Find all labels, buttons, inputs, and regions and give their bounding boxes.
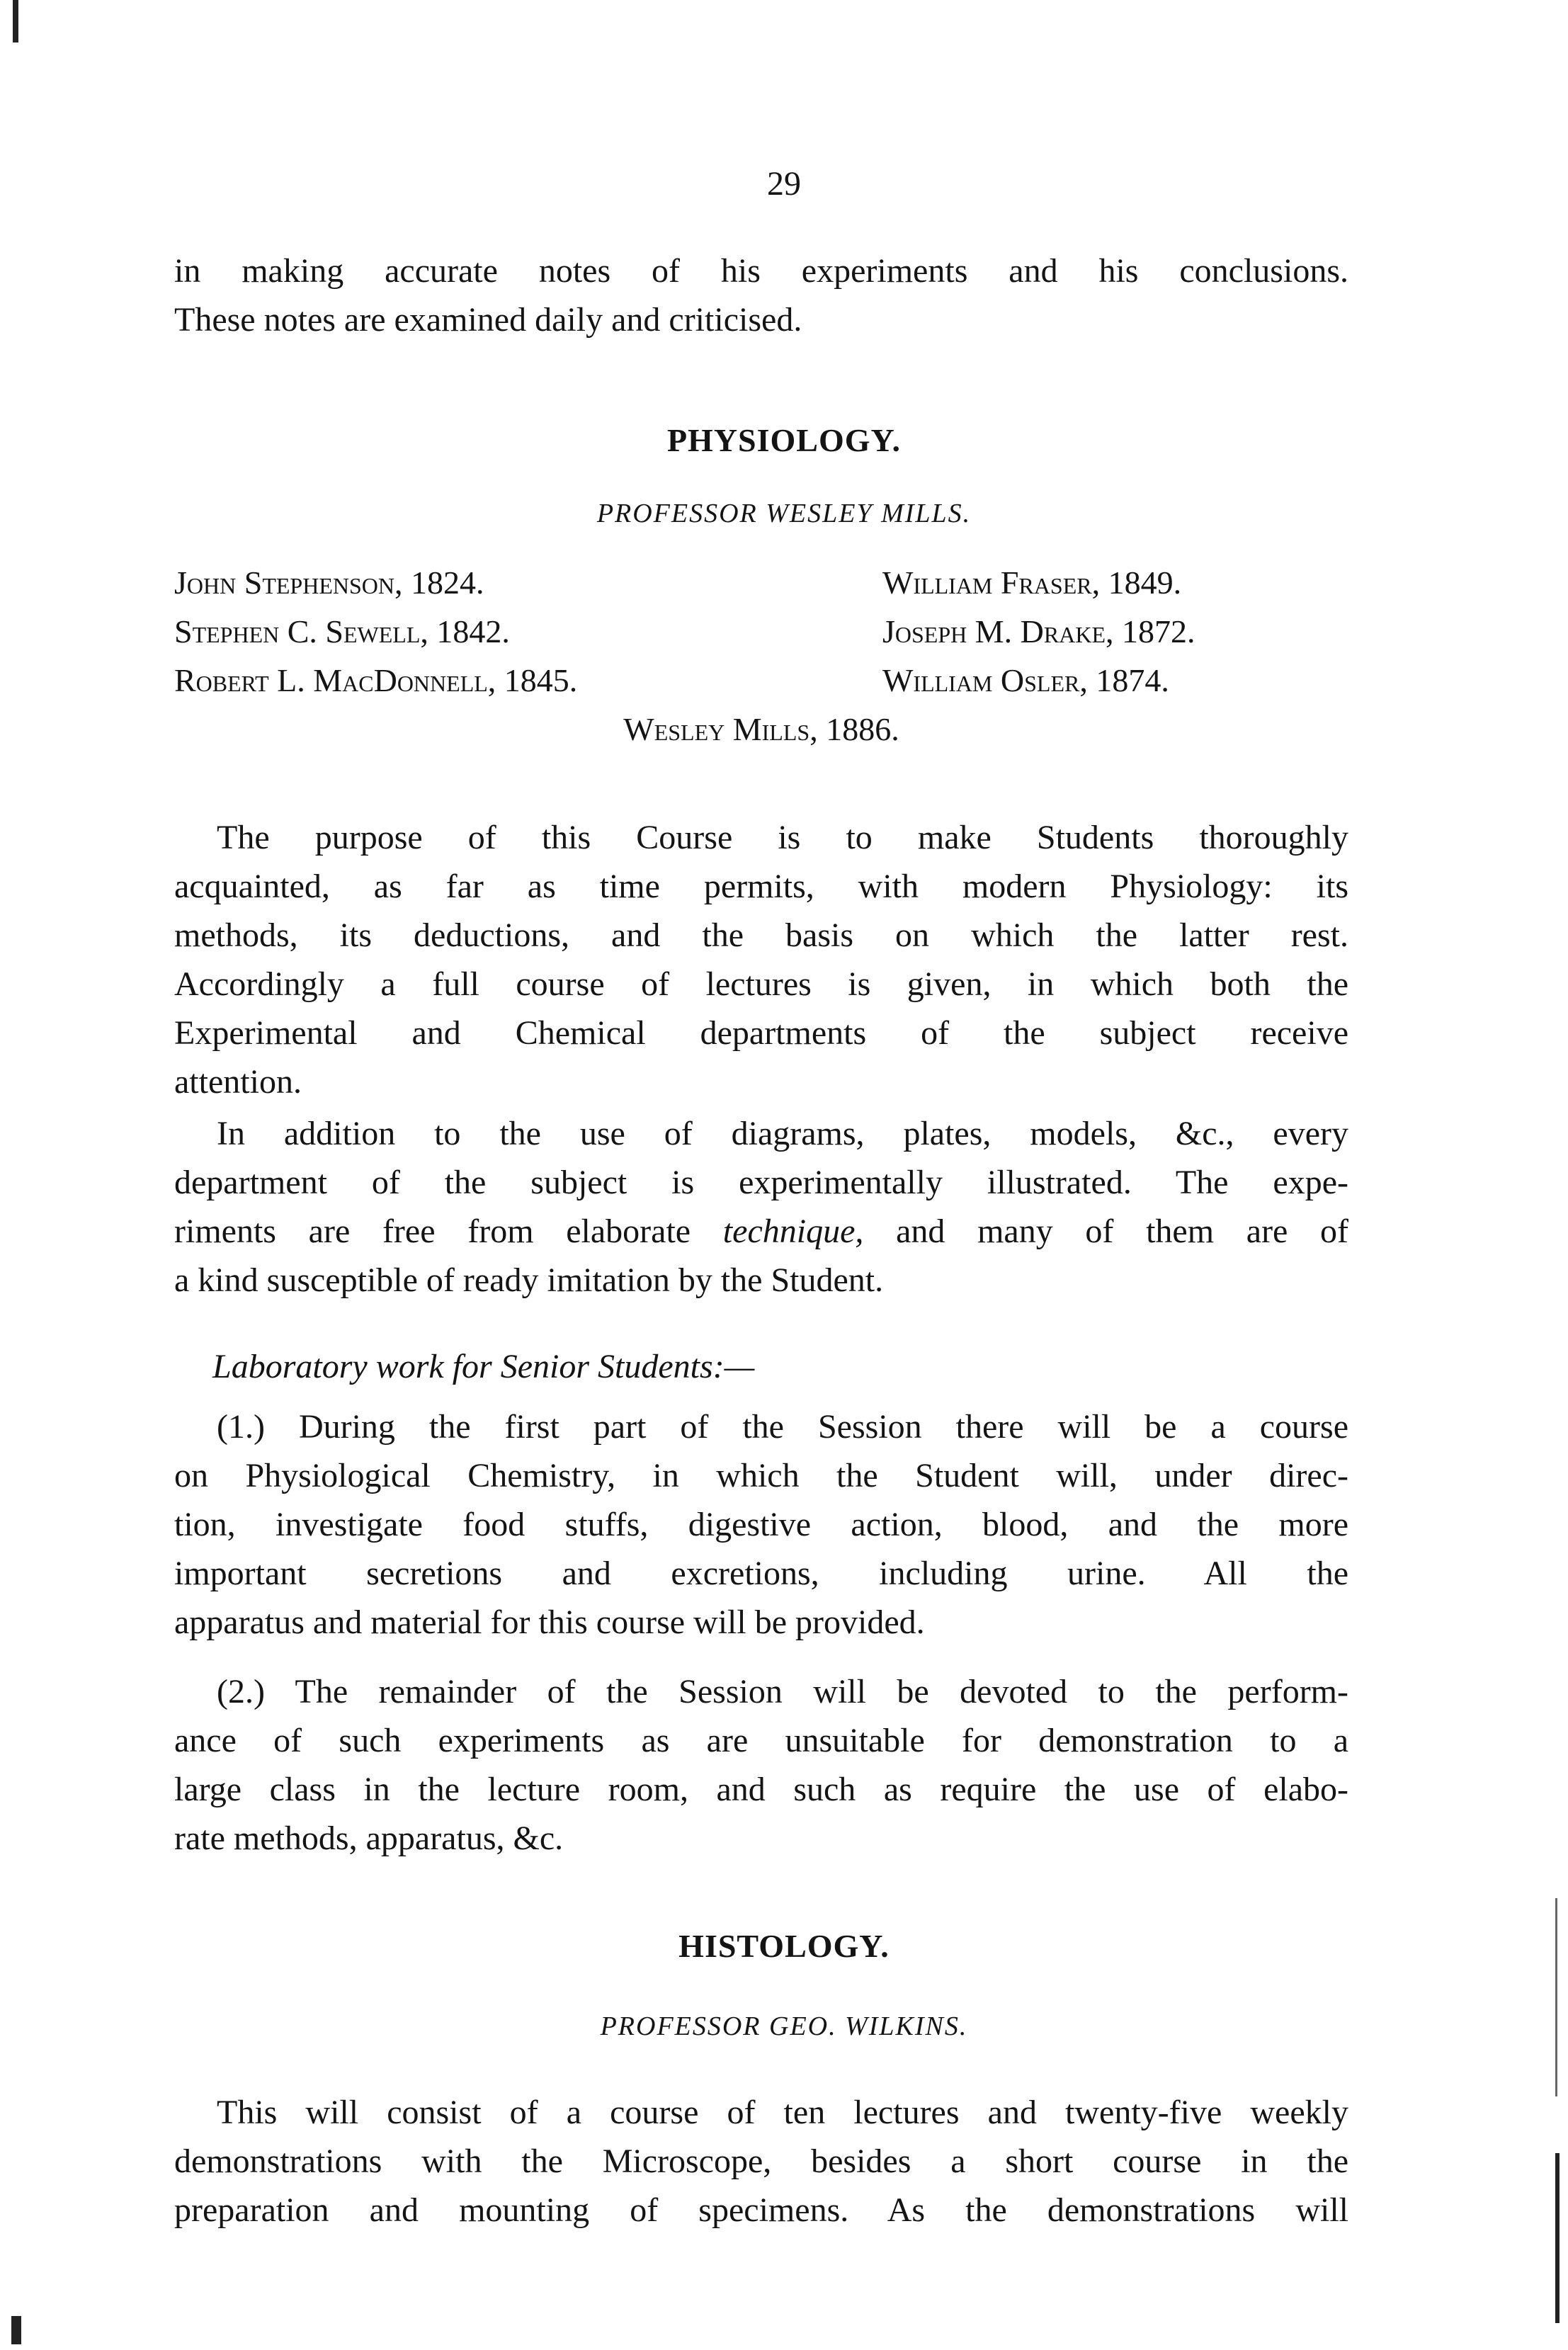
text-line: important secretions and excretions, including urine. All the — [174, 1555, 1348, 1592]
laboratory-item-1 — [174, 1402, 1348, 1647]
physiology-paragraph-1 — [174, 813, 1348, 1106]
italic-term: technique, — [722, 1213, 864, 1250]
text-line: (2.) The remainder of the Session will be devoted to the perform- — [217, 1673, 1348, 1710]
text-line: methods, its deductions, and the basis on which the latter rest. — [174, 916, 1348, 954]
chair-holder: Stephen C. Sewell, 1842. — [174, 613, 510, 649]
chair-row — [174, 705, 1348, 754]
laboratory-subheading: Laboratory work for Senior Students:— — [212, 1348, 755, 1385]
text-line: (1.) During the first part of the Session there will be a course — [217, 1408, 1348, 1446]
text-line: department of the subject is experimentally illustrated. The expe- — [174, 1164, 1348, 1201]
text-line: In addition to the use of diagrams, plates, models, &c., every — [217, 1115, 1348, 1152]
professor-physiology: PROFESSOR WESLEY MILLS. — [596, 499, 972, 528]
text-line: attention. — [174, 1063, 302, 1101]
scan-edge-mark — [1555, 2153, 1560, 2323]
text-line: ance of such experiments as are unsuitable for demonstration to a — [174, 1722, 1348, 1759]
chair-holder: William Osler, 1874. — [882, 662, 1169, 698]
text-line: demonstrations with the Microscope, besides a short course in the — [174, 2142, 1348, 2180]
scan-edge-mark — [11, 2316, 21, 2344]
intro-paragraph — [174, 246, 1348, 344]
text-line: preparation and mounting of specimens. As the demonstrations will — [174, 2191, 1348, 2229]
text-line: Experimental and Chemical departments of the subject receive — [174, 1014, 1348, 1052]
text-line: a kind susceptible of ready imitation by the Student. — [174, 1261, 884, 1299]
text-line: tion, investigate food stuffs, digestive action, blood, and the more — [174, 1506, 1348, 1543]
text-line: rate methods, apparatus, &c. — [174, 1820, 564, 1857]
chair-row — [174, 656, 1348, 705]
chair-holder: William Fraser, 1849. — [882, 564, 1182, 601]
histology-paragraph — [174, 2088, 1348, 2235]
text-line — [174, 1207, 1348, 1256]
chair-row — [174, 558, 1348, 607]
page-number: 29 — [767, 165, 801, 203]
text-line: These notes are examined daily and criticised. — [174, 301, 802, 339]
chair-row — [174, 607, 1348, 656]
text-line: The purpose of this Course is to make Students thoroughly — [217, 819, 1348, 856]
text-line: This will consist of a course of ten lectures and twenty-five weekly — [217, 2094, 1348, 2131]
physiology-paragraph-2 — [174, 1109, 1348, 1305]
text-line: large class in the lecture room, and such as require the use of elabo- — [174, 1771, 1348, 1808]
chair-holders-list — [174, 558, 1348, 754]
section-heading-histology: HISTOLOGY. — [678, 1928, 890, 1964]
text-segment: and many of them are of — [896, 1213, 1348, 1250]
section-heading-physiology: PHYSIOLOGY. — [666, 422, 902, 458]
text-line: Accordingly a full course of lectures is given, in which both the — [174, 965, 1348, 1003]
scan-edge-mark — [13, 0, 18, 42]
text-line: in making accurate notes of his experiments and his conclusions. — [174, 252, 1348, 290]
text-line: acquainted, as far as time permits, with modern Physiology: its — [174, 868, 1348, 905]
chair-holder: John Stephenson, 1824. — [174, 564, 484, 601]
laboratory-item-2 — [174, 1667, 1348, 1863]
chair-holder: Robert L. MacDonnell, 1845. — [174, 662, 578, 698]
text-line: apparatus and material for this course will be provided. — [174, 1603, 925, 1641]
scan-edge-mark — [1555, 1898, 1557, 2096]
professor-histology: PROFESSOR GEO. WILKINS. — [600, 2011, 968, 2041]
text-line: on Physiological Chemistry, in which the Student will, under direc- — [174, 1457, 1348, 1494]
chair-holder: Joseph M. Drake, 1872. — [882, 613, 1195, 649]
text-segment: riments are free from elaborate — [174, 1213, 691, 1250]
chair-holder: Wesley Mills, 1886. — [623, 711, 899, 747]
